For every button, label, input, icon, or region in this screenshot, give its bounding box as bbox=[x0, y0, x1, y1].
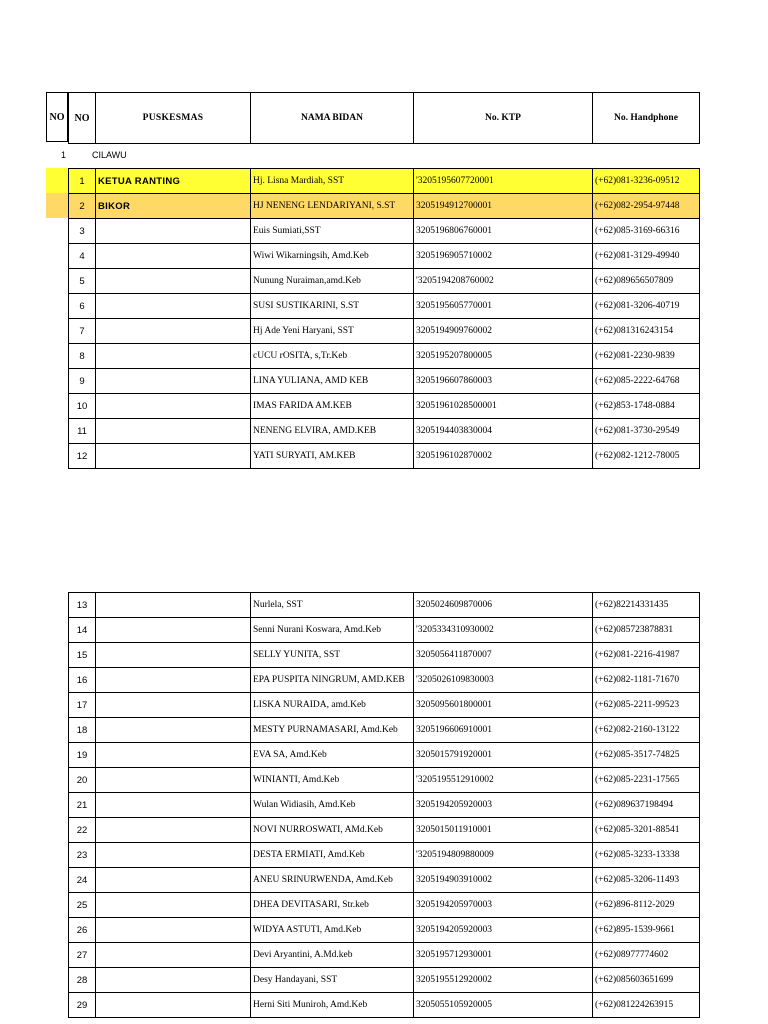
cell-ktp[interactable]: 3205095601800001 bbox=[414, 693, 593, 718]
cell-nama[interactable]: Senni Nurani Koswara, Amd.Keb bbox=[251, 618, 414, 643]
cell-ktp[interactable]: 3205196102870002 bbox=[414, 444, 593, 469]
table-row bbox=[69, 843, 700, 868]
cell-puskesmas[interactable] bbox=[96, 693, 251, 718]
cell-puskesmas[interactable] bbox=[96, 893, 251, 918]
table-row bbox=[69, 918, 700, 943]
cell-puskesmas[interactable] bbox=[96, 843, 251, 868]
cell-ktp[interactable]: 3205194403830004 bbox=[414, 419, 593, 444]
cell-no[interactable]: 2 bbox=[69, 194, 96, 219]
table-row bbox=[69, 219, 700, 244]
group-number[interactable]: 1 bbox=[61, 150, 67, 160]
cell-nama[interactable]: LINA YULIANA, AMD KEB bbox=[251, 369, 414, 394]
table-row bbox=[69, 294, 700, 319]
table-row bbox=[69, 868, 700, 893]
table-row bbox=[69, 319, 700, 344]
cell-no[interactable]: 18 bbox=[69, 718, 96, 743]
cell-nama[interactable]: Hj Ade Yeni Haryani, SST bbox=[251, 319, 414, 344]
cell-ktp[interactable]: '3205334310930002 bbox=[414, 618, 593, 643]
cell-hp[interactable]: (+62)085-3517-74825 bbox=[593, 743, 700, 768]
cell-nama[interactable]: Nunung Nuraiman,amd.Keb bbox=[251, 269, 414, 294]
cell-hp[interactable]: (+62)085-3233-13338 bbox=[593, 843, 700, 868]
cell-no[interactable]: 11 bbox=[69, 419, 96, 444]
midwife-table-1 bbox=[68, 168, 700, 469]
header-row bbox=[69, 93, 700, 144]
cell-hp[interactable]: (+62)081316243154 bbox=[593, 319, 700, 344]
cell-hp[interactable]: (+62)08977774602 bbox=[593, 943, 700, 968]
cell-puskesmas[interactable] bbox=[96, 918, 251, 943]
cell-no[interactable]: 1 bbox=[69, 169, 96, 194]
cell-hp[interactable]: (+62)081-2230-9839 bbox=[593, 344, 700, 369]
table-row bbox=[69, 643, 700, 668]
cell-nama[interactable]: MESTY PURNAMASARI, Amd.Keb bbox=[251, 718, 414, 743]
cell-no[interactable]: 19 bbox=[69, 743, 96, 768]
cell-puskesmas[interactable] bbox=[96, 993, 251, 1018]
cell-puskesmas[interactable] bbox=[96, 643, 251, 668]
cell-hp[interactable]: (+62)895-1539-9661 bbox=[593, 918, 700, 943]
table-row bbox=[69, 394, 700, 419]
cell-nama[interactable]: Devi Aryantini, A.Md.keb bbox=[251, 943, 414, 968]
table-row bbox=[69, 444, 700, 469]
table-row bbox=[69, 419, 700, 444]
cell-nama[interactable]: NENENG ELVIRA, AMD.KEB bbox=[251, 419, 414, 444]
cell-hp[interactable]: (+62)081-3206-40719 bbox=[593, 294, 700, 319]
cell-hp[interactable]: (+62)081-2216-41987 bbox=[593, 643, 700, 668]
cell-puskesmas[interactable] bbox=[96, 394, 251, 419]
cell-ktp[interactable]: 3205015011910001 bbox=[414, 818, 593, 843]
cell-nama[interactable]: SUSI SUSTIKARINI, S.ST bbox=[251, 294, 414, 319]
cell-hp[interactable]: (+62)081-3236-09512 bbox=[593, 169, 700, 194]
row-highlight-left-2 bbox=[46, 193, 68, 218]
cell-puskesmas[interactable] bbox=[96, 244, 251, 269]
table-row bbox=[69, 169, 700, 194]
table-row bbox=[69, 194, 700, 219]
cell-no[interactable]: 12 bbox=[69, 444, 96, 469]
table-row bbox=[69, 693, 700, 718]
cell-hp[interactable]: (+62)082-2954-97448 bbox=[593, 194, 700, 219]
cell-nama[interactable]: Wulan Widiasih, Amd.Keb bbox=[251, 793, 414, 818]
cell-hp[interactable]: (+62)081-3730-29549 bbox=[593, 419, 700, 444]
cell-puskesmas[interactable] bbox=[96, 593, 251, 618]
cell-no[interactable]: 27 bbox=[69, 943, 96, 968]
cell-ktp[interactable]: 3205015791920001 bbox=[414, 743, 593, 768]
cell-no[interactable]: 16 bbox=[69, 668, 96, 693]
cell-ktp[interactable]: '3205194208760002 bbox=[414, 269, 593, 294]
cell-puskesmas[interactable] bbox=[96, 344, 251, 369]
cell-hp[interactable]: (+62)082-1212-78005 bbox=[593, 444, 700, 469]
cell-no[interactable]: 13 bbox=[69, 593, 96, 618]
cell-nama[interactable]: DHEA DEVITASARI, Str.keb bbox=[251, 893, 414, 918]
table-row bbox=[69, 768, 700, 793]
cell-no[interactable]: 15 bbox=[69, 643, 96, 668]
cell-puskesmas[interactable]: BIKOR bbox=[96, 194, 251, 219]
cell-puskesmas[interactable] bbox=[96, 369, 251, 394]
cell-no[interactable]: 5 bbox=[69, 269, 96, 294]
cell-ktp[interactable]: 3205024609870006 bbox=[414, 593, 593, 618]
table-row bbox=[69, 818, 700, 843]
cell-hp[interactable]: (+62)085-2231-17565 bbox=[593, 768, 700, 793]
header-no-outer[interactable]: NO bbox=[46, 92, 68, 142]
table-row bbox=[69, 743, 700, 768]
cell-nama[interactable]: Wiwi Wikarningsih, Amd.Keb bbox=[251, 244, 414, 269]
cell-no[interactable]: 28 bbox=[69, 968, 96, 993]
cell-ktp[interactable]: 3205194205970003 bbox=[414, 893, 593, 918]
cell-hp[interactable]: (+62)085-3206-11493 bbox=[593, 868, 700, 893]
cell-puskesmas[interactable] bbox=[96, 618, 251, 643]
cell-ktp[interactable]: 3205196606910001 bbox=[414, 718, 593, 743]
table-row bbox=[69, 618, 700, 643]
cell-hp[interactable]: (+62)085723878831 bbox=[593, 618, 700, 643]
cell-no[interactable]: 14 bbox=[69, 618, 96, 643]
cell-hp[interactable]: (+62)82214331435 bbox=[593, 593, 700, 618]
cell-puskesmas[interactable] bbox=[96, 943, 251, 968]
table-row bbox=[69, 369, 700, 394]
table-row bbox=[69, 269, 700, 294]
cell-nama[interactable]: Herni Siti Muniroh, Amd.Keb bbox=[251, 993, 414, 1018]
cell-no[interactable]: 26 bbox=[69, 918, 96, 943]
table-row bbox=[69, 943, 700, 968]
cell-puskesmas[interactable] bbox=[96, 444, 251, 469]
cell-ktp[interactable]: 3205194912700001 bbox=[414, 194, 593, 219]
cell-puskesmas[interactable]: KETUA RANTING bbox=[96, 169, 251, 194]
cell-ktp[interactable]: 3205196905710002 bbox=[414, 244, 593, 269]
cell-no[interactable]: 17 bbox=[69, 693, 96, 718]
cell-puskesmas[interactable] bbox=[96, 419, 251, 444]
cell-nama[interactable]: WINIANTI, Amd.Keb bbox=[251, 768, 414, 793]
cell-puskesmas[interactable] bbox=[96, 319, 251, 344]
cell-nama[interactable]: Desy Handayani, SST bbox=[251, 968, 414, 993]
table-row bbox=[69, 968, 700, 993]
header-nama-bidan[interactable]: NAMA BIDAN bbox=[251, 93, 414, 144]
cell-ktp[interactable]: 3205194909760002 bbox=[414, 319, 593, 344]
cell-ktp[interactable]: 3205194903910002 bbox=[414, 868, 593, 893]
cell-hp[interactable]: (+62)081224263915 bbox=[593, 993, 700, 1018]
cell-puskesmas[interactable] bbox=[96, 768, 251, 793]
cell-hp[interactable]: (+62)082-1181-71670 bbox=[593, 668, 700, 693]
cell-no[interactable]: 9 bbox=[69, 369, 96, 394]
top-table bbox=[68, 92, 700, 144]
cell-nama[interactable]: Euis Sumiati,SST bbox=[251, 219, 414, 244]
cell-no[interactable]: 4 bbox=[69, 244, 96, 269]
cell-puskesmas[interactable] bbox=[96, 968, 251, 993]
cell-ktp[interactable]: 3205055105920005 bbox=[414, 993, 593, 1018]
cell-no[interactable]: 8 bbox=[69, 344, 96, 369]
cell-ktp[interactable]: 3205195512920002 bbox=[414, 968, 593, 993]
cell-ktp[interactable]: 3205195712930001 bbox=[414, 943, 593, 968]
cell-puskesmas[interactable] bbox=[96, 668, 251, 693]
cell-ktp[interactable]: '3205194809880009 bbox=[414, 843, 593, 868]
cell-puskesmas[interactable] bbox=[96, 294, 251, 319]
table-row bbox=[69, 893, 700, 918]
table-row bbox=[69, 718, 700, 743]
row-highlight-left-1 bbox=[46, 168, 68, 193]
cell-puskesmas[interactable] bbox=[96, 269, 251, 294]
cell-ktp[interactable]: 3205196607860003 bbox=[414, 369, 593, 394]
cell-nama[interactable]: cUCU rOSITA, s,Tr.Keb bbox=[251, 344, 414, 369]
cell-puskesmas[interactable] bbox=[96, 718, 251, 743]
cell-nama[interactable]: Hj. Lisna Mardiah, SST bbox=[251, 169, 414, 194]
cell-puskesmas[interactable] bbox=[96, 743, 251, 768]
table-row bbox=[69, 668, 700, 693]
header-ktp[interactable]: No. KTP bbox=[414, 93, 593, 144]
cell-hp[interactable]: (+62)085-3201-88541 bbox=[593, 818, 700, 843]
cell-nama[interactable]: YATI SURYATI, AM.KEB bbox=[251, 444, 414, 469]
cell-hp[interactable]: (+62)085-2222-64768 bbox=[593, 369, 700, 394]
cell-no[interactable]: 29 bbox=[69, 993, 96, 1018]
cell-no[interactable]: 24 bbox=[69, 868, 96, 893]
cell-ktp[interactable]: 3205194205920003 bbox=[414, 918, 593, 943]
cell-no[interactable]: 21 bbox=[69, 793, 96, 818]
cell-no[interactable]: 22 bbox=[69, 818, 96, 843]
cell-ktp[interactable]: 3205196806760001 bbox=[414, 219, 593, 244]
cell-nama[interactable]: LISKA NURAIDA, amd.Keb bbox=[251, 693, 414, 718]
midwife-table-2 bbox=[68, 592, 700, 1018]
cell-nama[interactable]: Nurlela, SST bbox=[251, 593, 414, 618]
cell-nama[interactable]: EVA SA, Amd.Keb bbox=[251, 743, 414, 768]
table-row bbox=[69, 993, 700, 1018]
cell-hp[interactable]: (+62)853-1748-0884 bbox=[593, 394, 700, 419]
cell-no[interactable]: 10 bbox=[69, 394, 96, 419]
table-row bbox=[69, 593, 700, 618]
header-no[interactable]: NO bbox=[69, 93, 96, 144]
cell-ktp[interactable]: '3205195607720001 bbox=[414, 169, 593, 194]
cell-ktp[interactable]: '3205195512910002 bbox=[414, 768, 593, 793]
cell-hp[interactable]: (+62)082-2160-13122 bbox=[593, 718, 700, 743]
cell-no[interactable]: 6 bbox=[69, 294, 96, 319]
header-handphone[interactable]: No. Handphone bbox=[593, 93, 700, 144]
cell-nama[interactable]: ANEU SRINURWENDA, Amd.Keb bbox=[251, 868, 414, 893]
cell-ktp[interactable]: 32051961028500001 bbox=[414, 394, 593, 419]
cell-no[interactable]: 20 bbox=[69, 768, 96, 793]
cell-ktp[interactable]: 3205195605770001 bbox=[414, 294, 593, 319]
cell-hp[interactable]: (+62)085-3169-66316 bbox=[593, 219, 700, 244]
cell-hp[interactable]: (+62)085-2211-99523 bbox=[593, 693, 700, 718]
cell-no[interactable]: 7 bbox=[69, 319, 96, 344]
cell-ktp[interactable]: 3205195207800005 bbox=[414, 344, 593, 369]
cell-nama[interactable]: WIDYA ASTUTI, Amd.Keb bbox=[251, 918, 414, 943]
cell-no[interactable]: 3 bbox=[69, 219, 96, 244]
cell-ktp[interactable]: 3205056411870007 bbox=[414, 643, 593, 668]
cell-hp[interactable]: (+62)089637198494 bbox=[593, 793, 700, 818]
cell-no[interactable]: 25 bbox=[69, 893, 96, 918]
cell-puskesmas[interactable] bbox=[96, 219, 251, 244]
cell-nama[interactable]: DESTA ERMIATI, Amd.Keb bbox=[251, 843, 414, 868]
table-row bbox=[69, 344, 700, 369]
cell-hp[interactable]: (+62)081-3129-49940 bbox=[593, 244, 700, 269]
cell-ktp[interactable]: 3205194205920003 bbox=[414, 793, 593, 818]
cell-puskesmas[interactable] bbox=[96, 818, 251, 843]
cell-nama[interactable]: SELLY YUNITA, SST bbox=[251, 643, 414, 668]
table-row bbox=[69, 793, 700, 818]
cell-puskesmas[interactable] bbox=[96, 868, 251, 893]
cell-nama[interactable]: IMAS FARIDA AM.KEB bbox=[251, 394, 414, 419]
cell-nama[interactable]: EPA PUSPITA NINGRUM, AMD.KEB bbox=[251, 668, 414, 693]
cell-puskesmas[interactable] bbox=[96, 793, 251, 818]
cell-ktp[interactable]: '3205026109830003 bbox=[414, 668, 593, 693]
cell-hp[interactable]: (+62)089656507809 bbox=[593, 269, 700, 294]
cell-nama[interactable]: NOVI NURROSWATI, AMd.Keb bbox=[251, 818, 414, 843]
table-row bbox=[69, 244, 700, 269]
group-name[interactable]: CILAWU bbox=[92, 150, 127, 160]
cell-no[interactable]: 23 bbox=[69, 843, 96, 868]
header-puskesmas[interactable]: PUSKESMAS bbox=[96, 93, 251, 144]
cell-hp[interactable]: (+62)085603651699 bbox=[593, 968, 700, 993]
cell-nama[interactable]: HJ NENENG LENDARIYANI, S.ST bbox=[251, 194, 414, 219]
cell-hp[interactable]: (+62)896-8112-2029 bbox=[593, 893, 700, 918]
